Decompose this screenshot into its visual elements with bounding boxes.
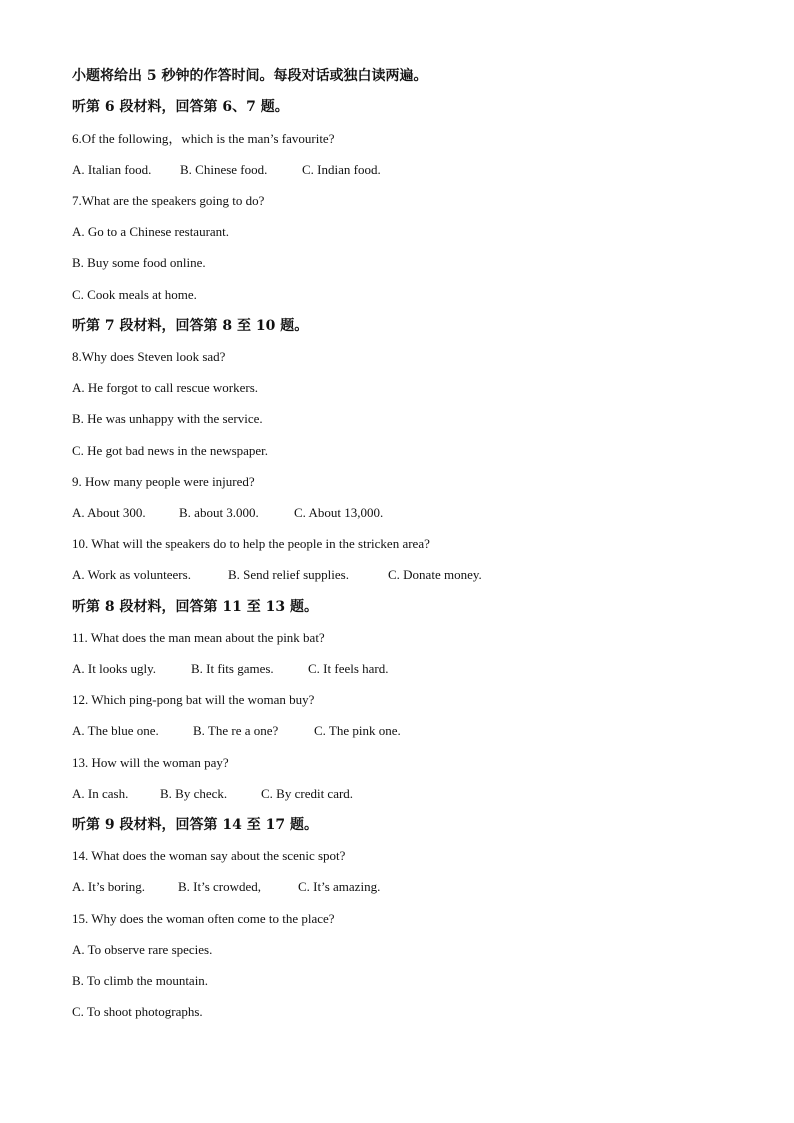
intro-text: 小题将给出 5 秒钟的作答时间。每段对话或独白读两遍。 [72, 68, 428, 84]
option-12b: B. The re a one? [193, 723, 279, 738]
option-10b: B. Send relief supplies. [228, 567, 349, 582]
options-row-6 [72, 162, 381, 178]
question-8: 8.Why does Steven look sad? [72, 349, 226, 364]
option-10c: C. Donate money. [388, 567, 482, 582]
option-14b: B. It’s crowded, [178, 879, 262, 894]
option-10a: A. Work as volunteers. [72, 567, 191, 582]
options-row-10 [72, 567, 482, 583]
option-9c: C. About 13,000. [294, 505, 384, 520]
option-11b: B. It fits games. [191, 661, 274, 676]
option-14c: C. It’s amazing. [298, 879, 381, 894]
option-13c: C. By credit card. [261, 786, 354, 801]
option-8b: B. He was unhappy with the service. [72, 411, 263, 426]
question-12: 12. Which ping-pong bat will the woman buy? [72, 692, 315, 707]
options-row-14 [72, 879, 380, 895]
option-12a: A. The blue one. [72, 723, 159, 738]
option-9a: A. About 300. [72, 505, 146, 520]
option-11c: C. It feels hard. [308, 661, 389, 676]
option-15b: B. To climb the mountain. [72, 973, 209, 988]
question-15: 15. Why does the woman often come to the place? [72, 911, 335, 926]
question-11: 11. What does the man mean about the pink bat? [72, 630, 325, 645]
question-7: 7.What are the speakers going to do? [72, 193, 265, 208]
options-row-12 [72, 723, 401, 739]
options-row-11 [72, 661, 389, 677]
option-8a: A. He forgot to call rescue workers. [72, 380, 259, 395]
option-8c: C. He got bad news in the newspaper. [72, 443, 269, 458]
question-13: 13. How will the woman pay? [72, 755, 229, 770]
option-13a: A. In cash. [72, 786, 129, 801]
option-7a: A. Go to a Chinese restaurant. [72, 224, 230, 239]
question-10: 10. What will the speakers do to help the people in the stricken area? [72, 536, 430, 551]
question-9: 9. How many people were injured? [72, 474, 255, 489]
option-6a: A. Italian food. [72, 162, 152, 177]
option-7b: B. Buy some food online. [72, 255, 206, 270]
option-15a: A. To observe rare species. [72, 942, 213, 957]
section-heading-9: 听第 9 段材料，回答第 14 至 17 题。 [72, 817, 318, 833]
section-heading-6: 听第 6 段材料，回答第 6、7 题。 [72, 99, 289, 115]
option-13b: B. By check. [160, 786, 228, 801]
question-14: 14. What does the woman say about the scenic spot? [72, 848, 346, 863]
question-6: 6.Of the following，which is the man’s favourite? [72, 131, 335, 146]
section-heading-8: 听第 8 段材料，回答第 11 至 13 题。 [72, 599, 318, 615]
option-11a: A. It looks ugly. [72, 661, 157, 676]
option-15c: C. To shoot photographs. [72, 1004, 203, 1019]
option-6c: C. Indian food. [302, 162, 381, 177]
option-9b: B. about 3.000. [179, 505, 259, 520]
option-7c: C. Cook meals at home. [72, 287, 197, 302]
option-6b: B. Chinese food. [180, 162, 268, 177]
section-heading-7: 听第 7 段材料，回答第 8 至 10 题。 [72, 318, 309, 334]
options-row-9 [72, 505, 383, 521]
option-14a: A. It’s boring. [72, 879, 145, 894]
options-row-13 [72, 786, 353, 802]
option-12c: C. The pink one. [314, 723, 401, 738]
